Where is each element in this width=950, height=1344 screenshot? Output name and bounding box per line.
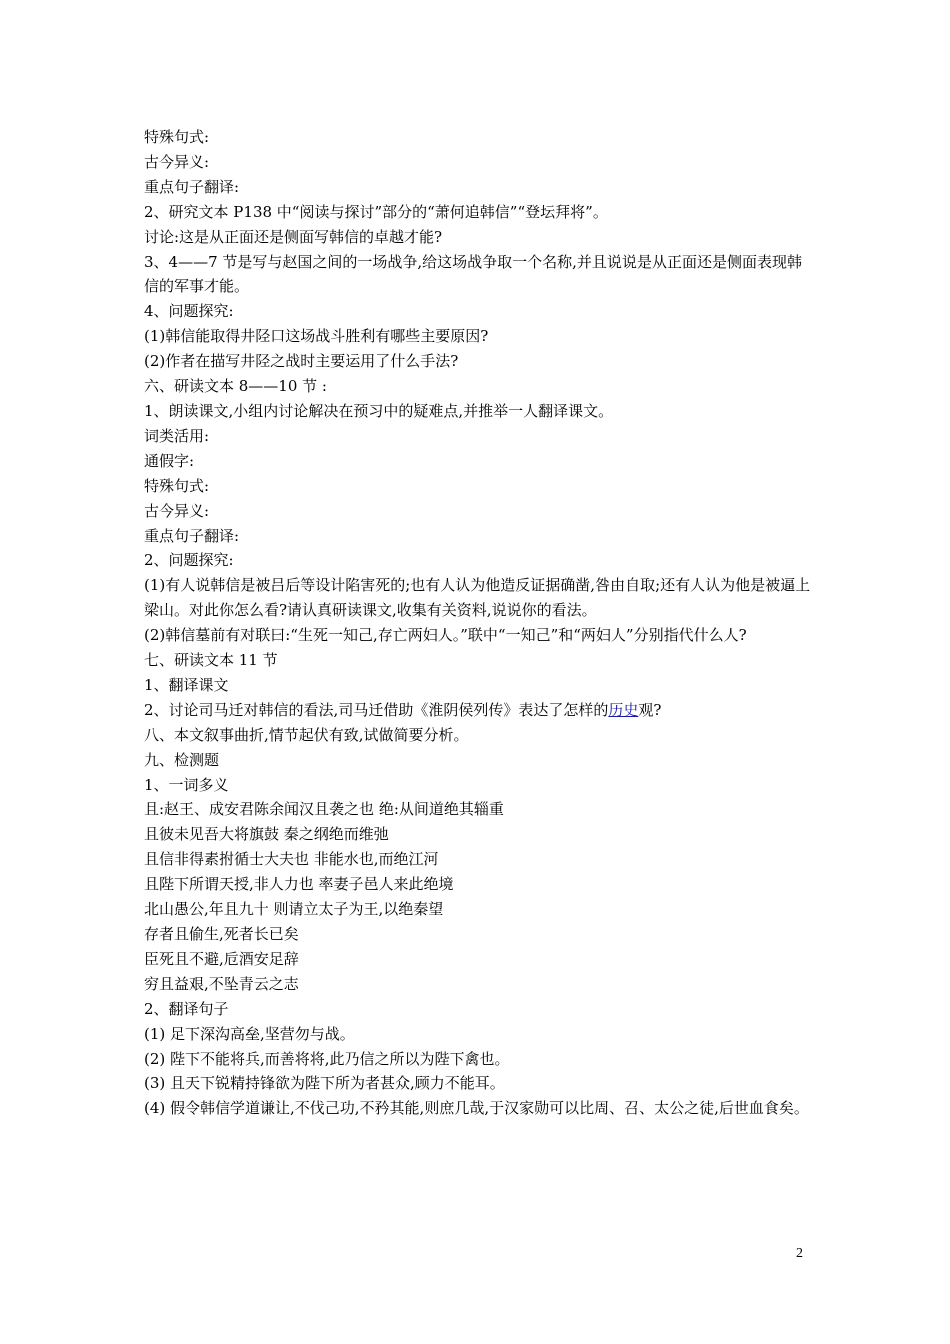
section-heading: 八、本文叙事曲折,情节起伏有致,试做简要分析。 <box>144 725 469 744</box>
example-line: 臣死且不避,卮酒安足辞 <box>144 949 299 968</box>
sub-question: (2)韩信墓前有对联曰:“生死一知己,存亡两妇人。”联中“一知己”和“两妇人”分别指代什么人? <box>144 626 747 645</box>
example-line: 且彼未见吾大将旗鼓 秦之纲绝而维弛 <box>144 825 389 844</box>
sub-question: (1)有人说韩信是被吕后等设计陷害死的;也有人认为他造反证据确凿,咎由自取;还有人认为他是被逼上梁山。对此你怎么看?请认真研读课文,收集有关资料,说说你的看法。 <box>144 576 811 620</box>
question-item: 1、翻译课文 <box>144 675 229 694</box>
example-line: 穷且益艰,不坠青云之志 <box>144 974 299 993</box>
history-link[interactable]: 历史 <box>608 700 639 719</box>
question-item: 3、4——7 节是写与赵国之间的一场战争,给这场战争取一个名称,并且说说是从正面还是侧面表现韩信的军事才能。 <box>144 252 802 296</box>
question-item: 1、一词多义 <box>144 775 229 794</box>
example-line: 且信非得素拊循士大夫也 非能水也,而绝江河 <box>144 850 439 869</box>
example-line: 且陛下所谓天授,非人力也 率妻子邑人来此绝境 <box>144 875 454 894</box>
section-heading: 七、研读文本 11 节 <box>144 651 278 670</box>
question-item: 2、问题探究: <box>144 551 234 570</box>
example-line: 且:赵王、成安君陈余闻汉且袭之也 绝:从间道绝其辎重 <box>144 800 504 819</box>
translation-item: (4) 假令韩信学道谦让,不伐己功,不矜其能,则庶几哉,于汉家勋可以比周、召、太公之徒,后世血食矣。 <box>144 1099 809 1118</box>
translation-item: (1) 足下深沟高垒,坚营勿与战。 <box>144 1024 355 1043</box>
example-line: 存者且偷生,死者长已矣 <box>144 925 299 943</box>
section-label: 特殊句式: <box>144 476 210 495</box>
sub-question: (1)韩信能取得井陉口这场战斗胜利有哪些主要原因? <box>144 327 489 346</box>
section-label: 古今异义: <box>144 501 210 520</box>
question-item: 2、翻译句子 <box>144 999 229 1018</box>
section-label: 词类活用: <box>144 426 210 445</box>
section-heading: 六、研读文本 8——10 节 : <box>144 377 327 396</box>
section-label: 特殊句式: <box>144 128 210 146</box>
question-item: 2、研究文本 P138 中“阅读与探讨”部分的“萧何追韩信”“登坛拜将”。 <box>144 202 608 221</box>
example-line: 北山愚公,年且九十 则请立太子为王,以绝秦望 <box>144 900 444 919</box>
question-text: 2、讨论司马迁对韩信的看法,司马迁借助《淮阴侯列传》表达了怎样的 <box>144 700 609 719</box>
question-item: 4、问题探究: <box>144 302 234 321</box>
translation-item: (2) 陛下不能将兵,而善将将,此乃信之所以为陛下禽也。 <box>144 1049 510 1068</box>
page-number: 2 <box>796 1246 803 1261</box>
section-label: 通假字: <box>144 451 195 470</box>
question-item: 1、朗读课文,小组内讨论解决在预习中的疑难点,并推举一人翻译课文。 <box>144 401 614 420</box>
translation-item: (3) 且天下锐精持锋欲为陛下所为者甚众,顾力不能耳。 <box>144 1074 505 1093</box>
sub-question: (2)作者在描写井陉之战时主要运用了什么手法? <box>144 352 459 371</box>
section-label: 重点句子翻译: <box>144 177 240 196</box>
question-text: 观? <box>638 700 662 719</box>
question-item-with-link <box>144 698 814 723</box>
document-body <box>144 125 814 1121</box>
discussion-item: 讨论:这是从正面还是侧面写韩信的卓越才能? <box>144 227 443 246</box>
section-heading: 九、检测题 <box>144 750 220 769</box>
section-label: 重点句子翻译: <box>144 526 240 545</box>
section-label: 古今异义: <box>144 152 210 171</box>
